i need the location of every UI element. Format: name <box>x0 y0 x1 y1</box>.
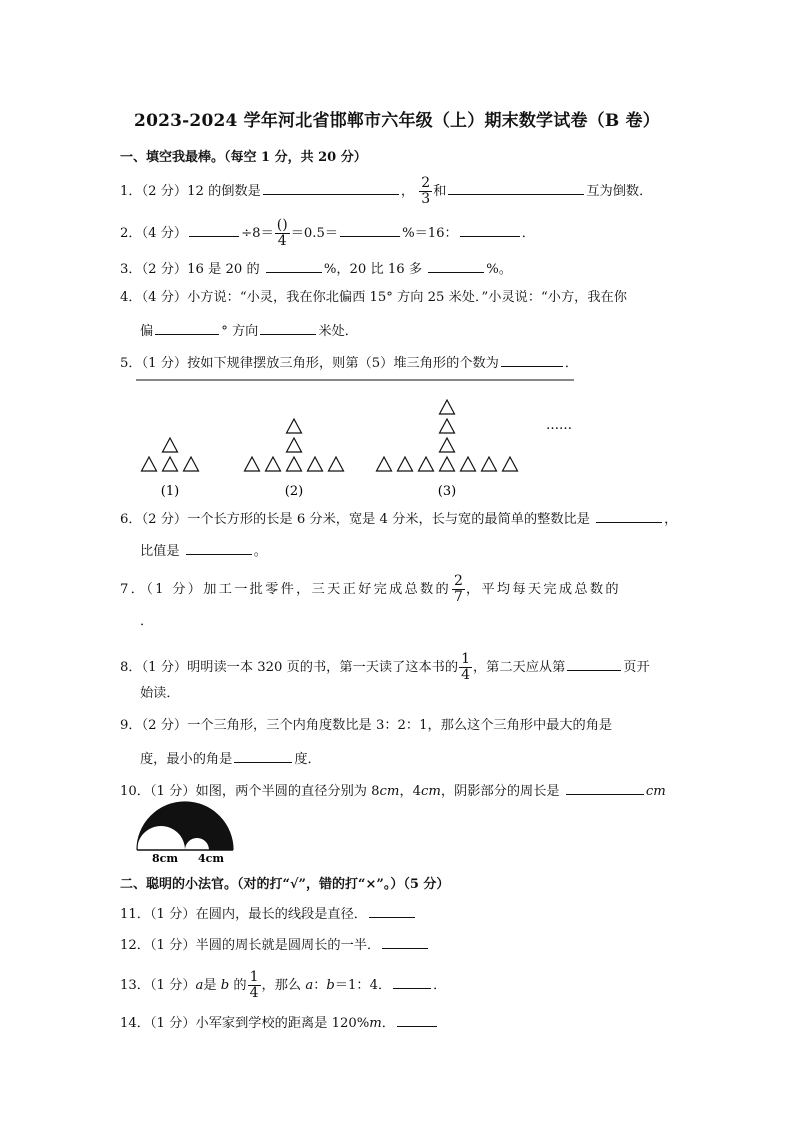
triangle-p3-col-1 <box>440 438 455 452</box>
triangle-p3-col-3 <box>440 400 455 414</box>
question-8: 8．（1 分）明明读一本 320 页的书，第一天读了这本书的 $\frac{1}{4}$ ，第二天应从第 页开 <box>120 651 650 683</box>
q4-blank-1[interactable] <box>155 320 219 335</box>
q5-blank[interactable] <box>501 352 563 367</box>
question-3: 3．（2 分）16 是 20 的 %，20 比 16 多 %。 <box>120 258 512 280</box>
pattern-label-1: (1) <box>160 484 180 499</box>
q12-blank[interactable] <box>382 934 428 949</box>
q1-fraction: $\frac{2}{3}$ <box>421 175 431 207</box>
section-2-heading: 二、聪明的小法官。（对的打“√”，错的打“×”。）（5 分） <box>120 877 450 892</box>
triangle-p2-base-1 <box>245 457 260 471</box>
question-8-line-2: 始读． <box>140 686 180 701</box>
semicircle-figure <box>132 800 236 864</box>
q1-prefix: 1．（2 分）12 的倒数是 <box>120 184 261 199</box>
triangle-p2-base-5 <box>329 457 344 471</box>
question-7: 7．（1 分）加工一批零件，三天正好完成总数的 $\frac{2}{7}$ ，平均每天完成总数的 <box>120 573 621 605</box>
q3-blank-2[interactable] <box>428 258 484 273</box>
triangle-p2-col-1 <box>287 438 302 452</box>
question-11: 11．（1 分）在圆内，最长的线段是直径． <box>120 903 417 925</box>
q11-blank[interactable] <box>369 903 415 918</box>
triangle-p1-base-1 <box>142 457 157 471</box>
q2-prefix: 2．（4 分） <box>120 226 188 241</box>
q13-fraction: $\frac{1}{4}$ <box>249 969 259 1001</box>
shaded-region <box>137 802 233 850</box>
question-6: 6．（2 分）一个长方形的长是 6 分米，宽是 4 分米，长与宽的最简单的整数比是 ， <box>120 508 677 530</box>
q2-div: ÷8＝ <box>241 226 274 241</box>
q1-blank-1[interactable] <box>263 180 399 195</box>
question-4-line-2: 偏 ° 方向 米处． <box>140 320 358 342</box>
pattern-label-3: (3) <box>437 484 457 499</box>
question-5: 5．（1 分）按如下规律摆放三角形，则第（5）堆三角形的个数为 ． <box>120 352 578 374</box>
question-2 <box>120 218 535 249</box>
question-12: 12．（1 分）半圆的周长就是圆周长的一半． <box>120 934 430 956</box>
triangle-p2-base-2 <box>266 457 281 471</box>
question-4: 4．（4 分）小方说：“小灵，我在你北偏西 15° 方向 25 米处．”小灵说：“小方，我在你 <box>120 290 627 305</box>
q2-blank-3[interactable] <box>460 222 520 237</box>
triangle-p3-base-4 <box>440 457 455 471</box>
triangle-p2-col-2 <box>287 419 302 433</box>
q2-pct: %＝16： <box>402 226 458 241</box>
question-9-line-2: 度，最小的角是 度． <box>140 748 321 770</box>
q2-blank-1[interactable] <box>189 222 239 237</box>
triangle-p3-base-1 <box>377 457 392 471</box>
question-1: 1．（2 分）12 的倒数是 ， $\frac{2}{3}$ 和 互为倒数． <box>120 175 653 207</box>
page-title: 2023-2024 学年河北省邯郸市六年级（上）期末数学试卷（B 卷） <box>134 111 660 131</box>
triangle-pattern-figure <box>134 374 578 502</box>
q10-blank[interactable] <box>566 780 644 795</box>
question-13: 13．（1 分）a是 b 的 $\frac{1}{4}$ ，那么 a：b＝1：4． ． <box>120 969 447 1001</box>
question-9: 9．（2 分）一个三角形，三个内角度数比是 3：2：1，那么这个三角形中最大的角是 <box>120 718 613 733</box>
label-4cm: 4cm <box>198 852 224 864</box>
label-8cm: 8cm <box>152 852 178 864</box>
q2-eq: ＝0.5＝ <box>290 226 339 241</box>
triangle-p3-base-7 <box>503 457 518 471</box>
triangle-p3-col-2 <box>440 419 455 433</box>
q6-blank-2[interactable] <box>186 540 252 555</box>
q3-blank-1[interactable] <box>266 258 322 273</box>
triangle-p3-base-3 <box>419 457 434 471</box>
triangle-p3-base-5 <box>461 457 476 471</box>
q1-mid: 和 <box>433 184 447 199</box>
triangle-p2-base-3 <box>287 457 302 471</box>
q1-end: 互为倒数． <box>586 184 653 199</box>
question-6-line-2: 比值是 。 <box>140 540 267 562</box>
pattern-label-2: (2) <box>284 484 304 499</box>
q2-blank-2[interactable] <box>340 222 400 237</box>
section-1-heading: 一、填空我最棒。（每空 1 分，共 20 分） <box>120 150 367 165</box>
q8-fraction: $\frac{1}{4}$ <box>461 651 470 683</box>
triangle-p1-col-1 <box>163 438 178 452</box>
q2-fraction: $\frac{()}{4}$ <box>276 217 288 249</box>
question-14: 14．（1 分）小军家到学校的距离是 120%m． <box>120 1012 439 1034</box>
question-7-line-2: ． <box>140 614 154 629</box>
q1-blank-2[interactable] <box>448 180 584 195</box>
triangle-p1-base-2 <box>163 457 178 471</box>
triangle-p2-base-4 <box>308 457 323 471</box>
q2-end: ． <box>521 226 535 241</box>
question-10: 10．（1 分）如图，两个半圆的直径分别为 8cm，4cm，阴影部分的周长是 cm <box>120 780 666 802</box>
q9-blank[interactable] <box>234 748 292 763</box>
triangle-p3-base-2 <box>398 457 413 471</box>
q8-blank[interactable] <box>567 656 621 671</box>
q14-blank[interactable] <box>397 1012 437 1027</box>
triangle-p3-base-6 <box>482 457 497 471</box>
triangle-p1-base-3 <box>184 457 199 471</box>
q6-blank-1[interactable] <box>596 508 662 523</box>
q7-fraction: $\frac{2}{7}$ <box>454 573 463 605</box>
pattern-ellipsis: …… <box>546 418 572 433</box>
q4-blank-2[interactable] <box>260 320 316 335</box>
q13-blank[interactable] <box>393 974 431 989</box>
